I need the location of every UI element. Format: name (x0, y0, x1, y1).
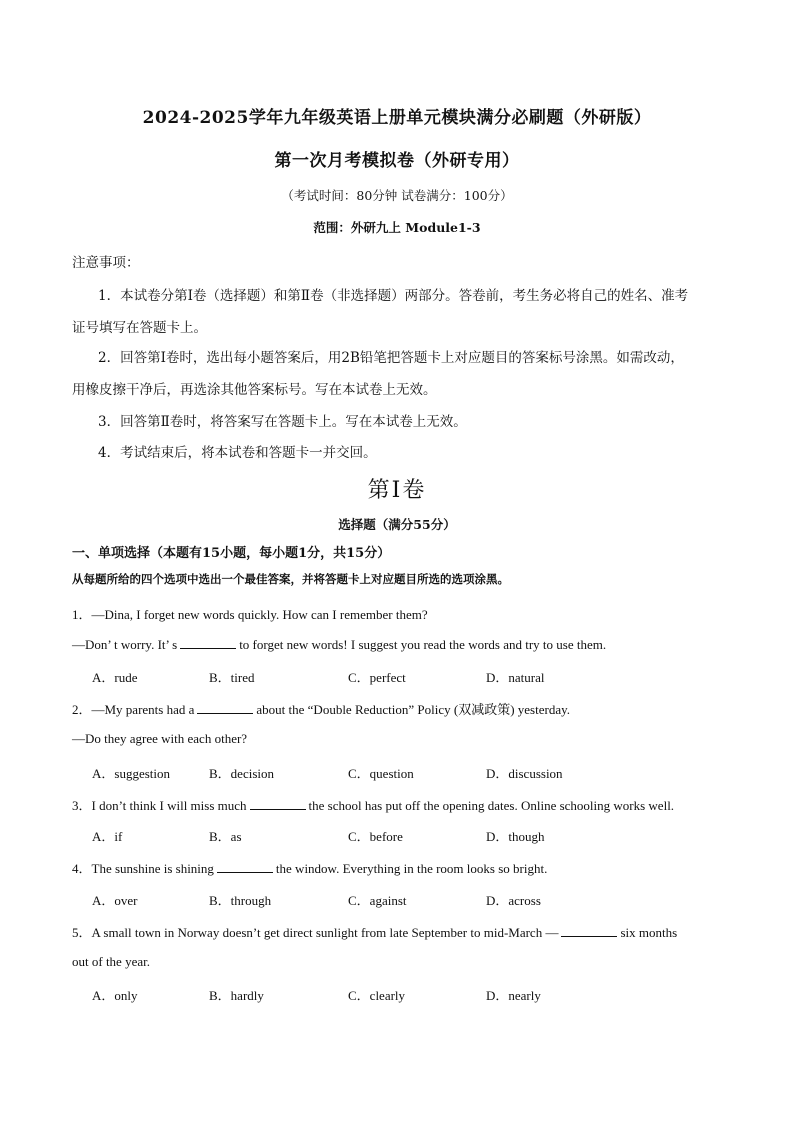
question-2-option-c: C．question (348, 766, 414, 781)
answer-blank (250, 797, 306, 810)
question-1-option-b: B．tired (209, 670, 255, 685)
answer-blank (180, 636, 236, 649)
question-5-stem-a: 5．A small town in Norway doesn’t get direct sunlight from late September to mid-March — (72, 925, 559, 940)
question-2-option-a: A．suggestion (92, 766, 171, 781)
question-3-stem-a: 3．I don’t think I will miss much (72, 798, 247, 813)
question-5-option-c: C．clearly (348, 988, 406, 1003)
notice-item-1-cont: 证号填写在答题卡上。 (72, 320, 207, 336)
question-4-stem (72, 858, 547, 877)
question-1-option-c: C．perfect (348, 670, 406, 685)
question-2-reply: —Do they agree with each other? (72, 731, 248, 746)
question-2-stem-a: 2．—My parents had a (72, 702, 195, 717)
exam-title: 第一次月考模拟卷（外研专用） (274, 151, 520, 171)
answer-blank (197, 701, 253, 714)
question-3-option-b: B．as (209, 829, 242, 844)
volume-title: 第Ⅰ卷 (367, 478, 427, 503)
question-2-stem-b: about the “Double Reduction” Policy (双减政策) yesterday. (256, 702, 570, 717)
notice-item-4: 4．考试结束后，将本试卷和答题卡一并交回。 (98, 445, 377, 461)
notice-item-2: 2．回答第Ⅰ卷时，选出每小题答案后，用2B铅笔把答题卡上对应题目的答案标号涂黑。如需改动， (98, 350, 684, 366)
section-title: 选择题（满分55分） (338, 517, 456, 532)
answer-blank (217, 860, 273, 873)
question-2-option-b: B．decision (209, 766, 274, 781)
notice-item-3: 3．回答第Ⅱ卷时，将答案写在答题卡上。写在本试卷上无效。 (98, 414, 467, 430)
question-4-option-b: B．through (209, 893, 272, 908)
question-2-option-d: D．discussion (486, 766, 563, 781)
notice-item-2-cont: 用橡皮擦干净后，再选涂其他答案标号。写在本试卷上无效。 (72, 382, 437, 398)
question-4-option-c: C．against (348, 893, 407, 908)
part-title: 一、单项选择（本题有15小题，每小题1分，共15分） (72, 546, 391, 561)
question-3-option-d: D．though (486, 829, 545, 844)
question-5-option-d: D．nearly (486, 988, 541, 1003)
question-3-stem-b: the school has put off the opening dates. Online schooling works well. (308, 798, 675, 813)
question-2-stem (72, 699, 570, 718)
question-4-stem-b: the window. Everything in the room looks so bright. (275, 861, 548, 876)
notice-item-1: 1．本试卷分第Ⅰ卷（选择题）和第Ⅱ卷（非选择题）两部分。答卷前，考生务必将自己的姓名、准考 (98, 288, 689, 304)
question-5-option-b: B．hardly (209, 988, 264, 1003)
question-1-option-a: A．rude (92, 670, 138, 685)
question-3-stem (72, 795, 674, 814)
exam-series-title: 2024-2025学年九年级英语上册单元模块满分必刷题（外研版） (142, 108, 652, 128)
question-1-option-d: D．natural (486, 670, 545, 685)
question-1-reply-b: to forget new words! I suggest you read the words and try to use them. (239, 637, 607, 652)
question-3-option-a: A．if (92, 829, 123, 844)
question-4-option-a: A．over (92, 893, 138, 908)
question-4-stem-a: 4．The sunshine is shining (72, 861, 214, 876)
question-1-reply (72, 636, 606, 653)
answer-blank (561, 924, 617, 937)
question-1-stem: 1．—Dina, I forget new words quickly. How can I remember them? (72, 607, 428, 622)
notice-heading: 注意事项： (72, 255, 140, 271)
question-5-stem-b: six months (620, 925, 678, 940)
question-5-stem-cont: out of the year. (72, 954, 150, 969)
exam-time-score: （考试时间：80分钟 试卷满分：100分） (281, 188, 513, 203)
question-3-option-c: C．before (348, 829, 403, 844)
part-instruction: 从每题所给的四个选项中选出一个最佳答案，并将答题卡上对应题目所选的选项涂黑。 (72, 572, 509, 586)
question-1-reply-a: —Don’ t worry. It’ s (72, 637, 178, 652)
exam-scope: 范围：外研九上 Module1-3 (313, 220, 481, 235)
question-5-stem (72, 922, 677, 941)
question-5-option-a: A．only (92, 988, 138, 1003)
question-4-option-d: D．across (486, 893, 541, 908)
